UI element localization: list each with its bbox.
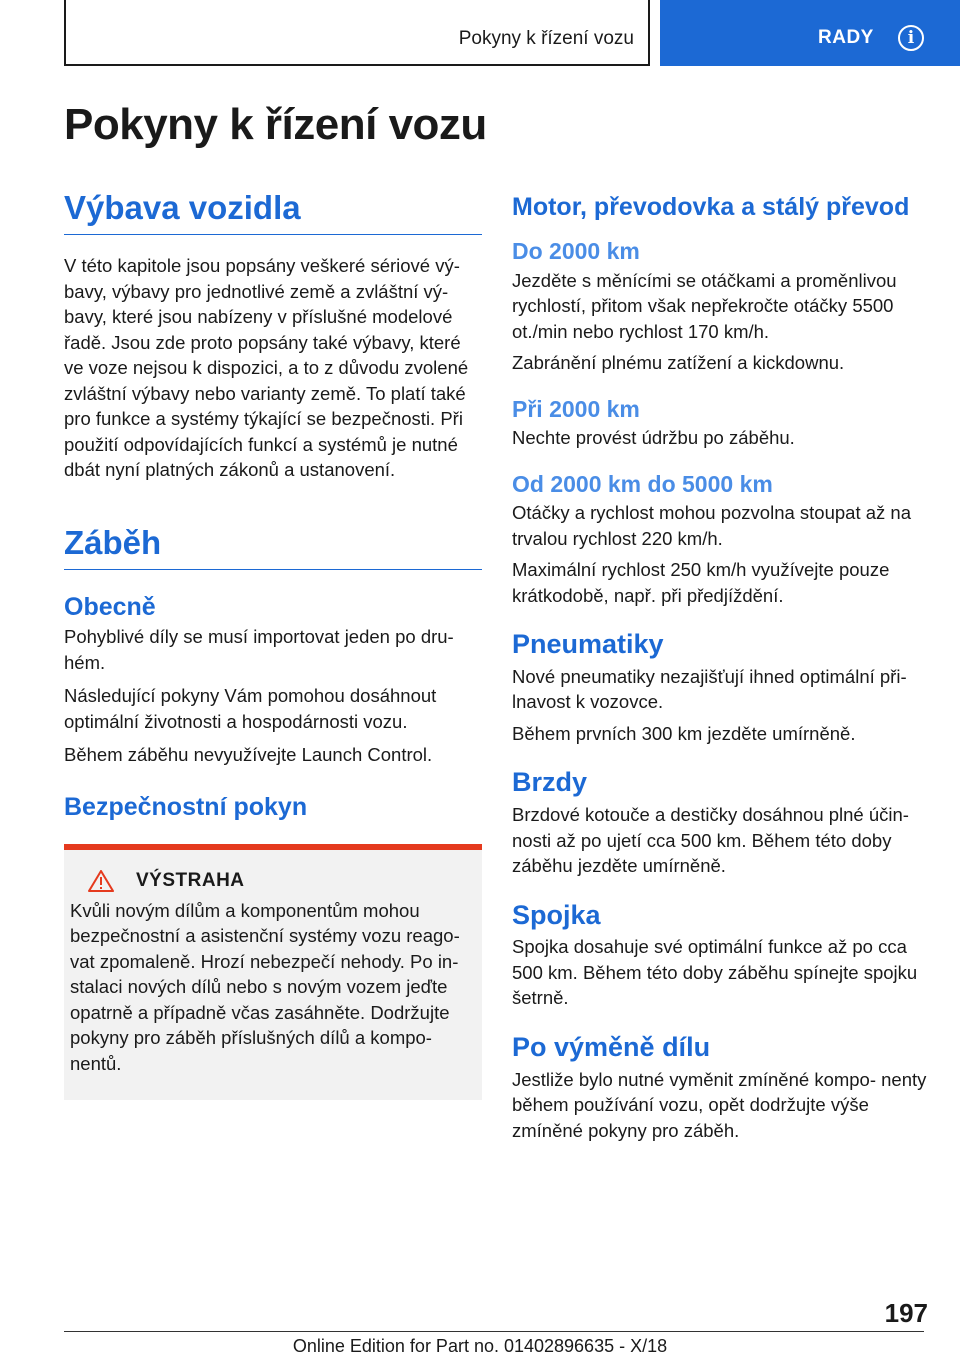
subheading-spojka: Spojka	[512, 899, 601, 930]
footer-edition-text: Online Edition for Part no. 01402896635 - X/18	[292, 1336, 668, 1356]
info-icon[interactable]: i	[898, 25, 924, 51]
subheading-pneumatiky: Pneumatiky	[512, 629, 664, 660]
obecne-paragraph-3: Během záběhu nevyužívejte Launch Control.	[64, 744, 433, 766]
section-heading-vybava: Výbava vozidla	[64, 190, 482, 235]
right-column	[512, 192, 932, 1143]
left-column	[64, 190, 482, 1100]
warning-block	[64, 844, 482, 1101]
subheading-od-2000-do-5000-km: Od 2000 km do 5000 km	[512, 470, 773, 497]
page-number: 197	[884, 1298, 928, 1328]
warning-text: Kvůli novým dílům a komponentům mohou bezpečnostní a asistenční systémy vozu reago- vat zpomaleně. Hrozí nebezpečí nehody. Po in- stalaci nových dílů nebo s novým vozem jeďte opatrně a případně včas zasáhněte. Dodržujte pokyny pro záběh příslušných dílů a kompo- nentů.	[70, 899, 460, 1074]
warning-box	[64, 850, 482, 1101]
header-tab-rady[interactable]	[660, 0, 960, 66]
spojka-paragraph: Spojka dosahuje své optimální funkce až po cca 500 km. Během této doby záběhu spínejte spojku šetrně.	[512, 936, 918, 1009]
do-2000-paragraph-2: Zabránění plnému zatížení a kickdownu.	[512, 352, 845, 374]
subheading-motor: Motor, převodovka a stálý převod	[512, 193, 910, 221]
header-title: Pokyny k řízení vozu	[458, 28, 634, 49]
subheading-po-vymene-dilu: Po výměně dílu	[512, 1031, 711, 1062]
od-2000-paragraph-2: Maximální rychlost 250 km/h využívejte pouze krátkodobě, např. při předjíždění.	[512, 559, 890, 606]
obecne-paragraph-1: Pohyblivé díly se musí importovat jeden po dru- hém.	[64, 626, 454, 673]
subheading-brzdy: Brzdy	[512, 767, 588, 798]
section-heading-zabeh: Záběh	[64, 525, 482, 570]
footer-divider	[64, 1331, 924, 1332]
od-2000-paragraph-1: Otáčky a rychlost mohou pozvolna stoupat až na trvalou rychlost 220 km/h.	[512, 502, 911, 549]
subheading-bezpecnostni-pokyn: Bezpečnostní pokyn	[64, 792, 308, 821]
obecne-paragraph-2: Následující pokyny Vám pomohou dosáhnout optimální životnosti a hospodárnosti vozu.	[64, 685, 437, 732]
do-2000-paragraph-1: Jezděte s měnícími se otáčkami a proměnlivou rychlostí, přitom však nepřekročte otáčky 5500 ot./min nebo rychlost 170 km/h.	[512, 269, 897, 342]
warning-label: VÝSTRAHA	[136, 869, 245, 891]
vybava-paragraph: V této kapitole jsou popsány veškeré sériové vý- bavy, výbavy pro jednotlivé země a zvláštní vý- bavy, které jsou nabízeny v příslušné modelové řadě. Jsou zde proto popsány také výbavy, které ve voze nejsou k dispozici, a to z důvodu zvolené zvláštní výbavy nebo varianty země. To platí také pro funkce a systémy týkající se bezpečnosti. Při použití odpovídajících funkcí a systémů je nutné dbát nyní platných zákonů a ustanovení.	[64, 255, 469, 481]
header-title-box	[64, 0, 650, 66]
page-title: Pokyny k řízení vozu	[64, 100, 487, 149]
subheading-obecne: Obecně	[64, 593, 156, 622]
header-tab-label: RADY	[818, 27, 874, 48]
subheading-pri-2000-km: Při 2000 km	[512, 395, 640, 422]
pneumatiky-paragraph-2: Během prvních 300 km jezděte umírněně.	[512, 722, 856, 744]
warning-triangle-icon	[88, 870, 114, 892]
subheading-do-2000-km: Do 2000 km	[512, 238, 640, 264]
pri-2000-paragraph: Nechte provést údržbu po záběhu.	[512, 427, 795, 449]
po-vymene-paragraph: Jestliže bylo nutné vyměnit zmíněné kompo- nenty během používání vozu, opět dodržujte výše zmíněné pokyny pro záběh.	[512, 1068, 927, 1141]
brzdy-paragraph: Brzdové kotouče a destičky dosáhnou plné účin- nosti až po ujetí cca 500 km. Během této doby záběhu jezděte umírněně.	[512, 804, 909, 877]
pneumatiky-paragraph-1: Nové pneumatiky nezajišťují ihned optimální při- lnavost k vozovce.	[512, 665, 907, 713]
